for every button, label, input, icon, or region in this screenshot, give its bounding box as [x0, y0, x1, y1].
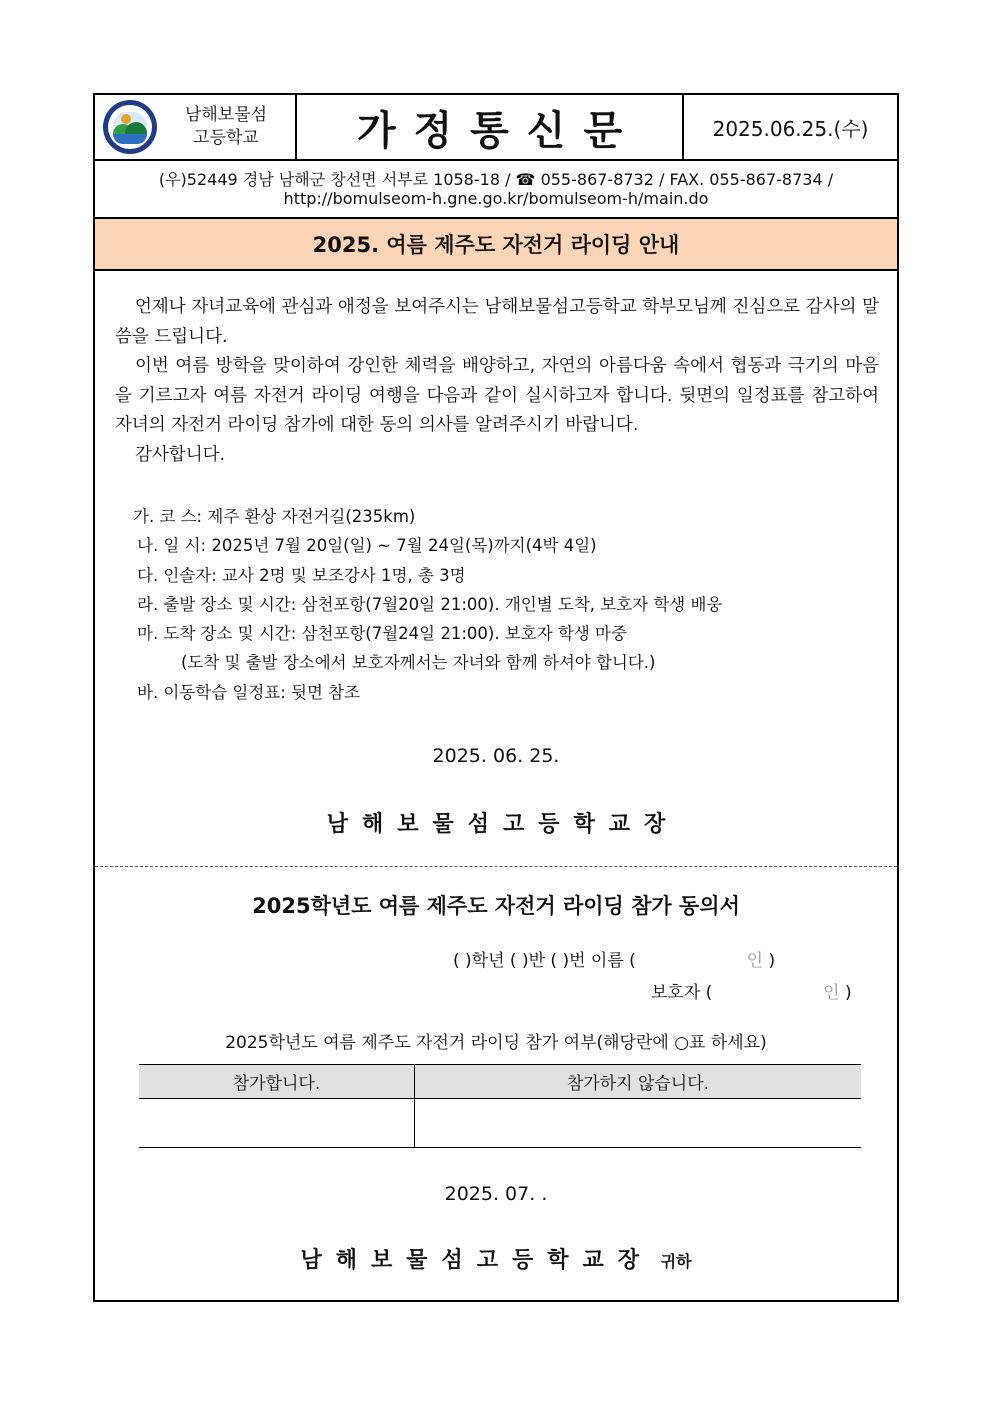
body-paragraph-thanks: 감사합니다.	[135, 444, 226, 465]
guardian-info-line	[651, 978, 852, 1003]
detail-item-course: 가. 코 스: 제주 환상 자전거길(235km)	[133, 507, 416, 526]
consent-form-title: 2025학년도 여름 제주도 자전거 라이딩 참가 동의서	[252, 894, 740, 918]
address-line: (우)52449 경남 남해군 창선면 서부로 1058-18 / ☎ 055-867-8732 / FAX. 055-867-8734 /	[158, 170, 834, 189]
detail-item-departure: 라. 출발 장소 및 시간: 삼천포항(7월20일 21:00). 개인별 도착, 보호자 학생 배웅	[137, 594, 723, 614]
detail-item-note: (도착 및 출발 장소에서 보호자께서는 자녀와 함께 하셔야 합니다.)	[181, 653, 656, 673]
subject-heading: 2025. 여름 제주도 자전거 라이딩 안내	[95, 219, 897, 271]
student-info-line	[453, 946, 775, 971]
detail-item-leaders: 다. 인솔자: 교사 2명 및 보조강사 1명, 총 3명	[137, 565, 466, 585]
participation-question: 2025학년도 여름 제주도 자전거 라이딩 참가 여부(해당란에 ○표 하세요)	[225, 1033, 767, 1053]
guardian-seal-mark: 인	[823, 983, 840, 1003]
cell-participate[interactable]	[139, 1099, 414, 1148]
cell-not-participate[interactable]	[414, 1099, 861, 1148]
student-close-paren: )	[768, 951, 776, 971]
detail-item-arrival: 마. 도착 장소 및 시간: 삼천포항(7월24일 21:00). 보호자 학생 마중	[137, 624, 627, 644]
principal-signature: 남해보물섬고등학교장	[326, 812, 680, 837]
guardian-name-field[interactable]: 보호자 (	[651, 983, 713, 1003]
consent-date: 2025. 07. .	[444, 1183, 548, 1205]
letter-body	[115, 293, 879, 470]
school-block	[95, 95, 297, 159]
cut-line	[95, 866, 897, 867]
student-seal-mark: 인	[746, 951, 764, 971]
letterhead	[95, 95, 897, 161]
notice-date: 2025. 06. 25.	[432, 745, 560, 767]
newsletter-title: 가정통신문	[297, 95, 684, 159]
school-name-line1: 남해보물섬	[184, 105, 268, 125]
school-name-line2: 고등학교	[193, 128, 259, 148]
consent-recipient	[95, 1243, 897, 1274]
detail-item-schedule: 나. 일 시: 2025년 7월 20일(일) ~ 7월 24일(목)까지(4박 4일)	[137, 536, 597, 556]
body-paragraph-greeting: 언제나 자녀교육에 관심과 애정을 보여주시는 남해보물섬고등학교 학부모님께 진심으로 감사의 말씀을 드립니다.	[115, 297, 879, 347]
detail-list	[133, 502, 873, 707]
recipient-honorific: 귀하	[660, 1252, 692, 1271]
guardian-close-paren: )	[844, 983, 852, 1003]
participation-table	[139, 1064, 861, 1148]
body-paragraph-purpose: 이번 여름 방학을 맞이하여 강인한 체력을 배양하고, 자연의 아름다움 속에서 협동과 극기의 마음을 기르고자 여름 자전거 라이딩 여행을 다음과 같이 실시하고자 합니다. 뒷면의 일정표를 참고하여 자녀의 자전거 라이딩 참가에 대한 동의 의사를 알려주시기 바랍니다.	[115, 356, 879, 435]
student-info-fields[interactable]: ( )학년 ( )반 ( )번 이름 (	[453, 951, 636, 971]
issue-date: 2025.06.25.(수)	[712, 116, 869, 141]
address-block	[95, 161, 897, 219]
document-frame	[93, 93, 899, 1302]
school-emblem-icon	[103, 100, 157, 154]
school-name	[157, 104, 295, 150]
column-participate: 참가합니다.	[139, 1065, 414, 1099]
website-url: http://bomulseom-h.gne.go.kr/bomulseom-h/main.do	[283, 189, 709, 208]
recipient-principal: 남해보물섬고등학교장	[300, 1248, 653, 1273]
column-not-participate: 참가하지 않습니다.	[414, 1065, 861, 1099]
detail-item-itinerary: 바. 이동학습 일정표: 뒷면 참조	[137, 682, 361, 702]
